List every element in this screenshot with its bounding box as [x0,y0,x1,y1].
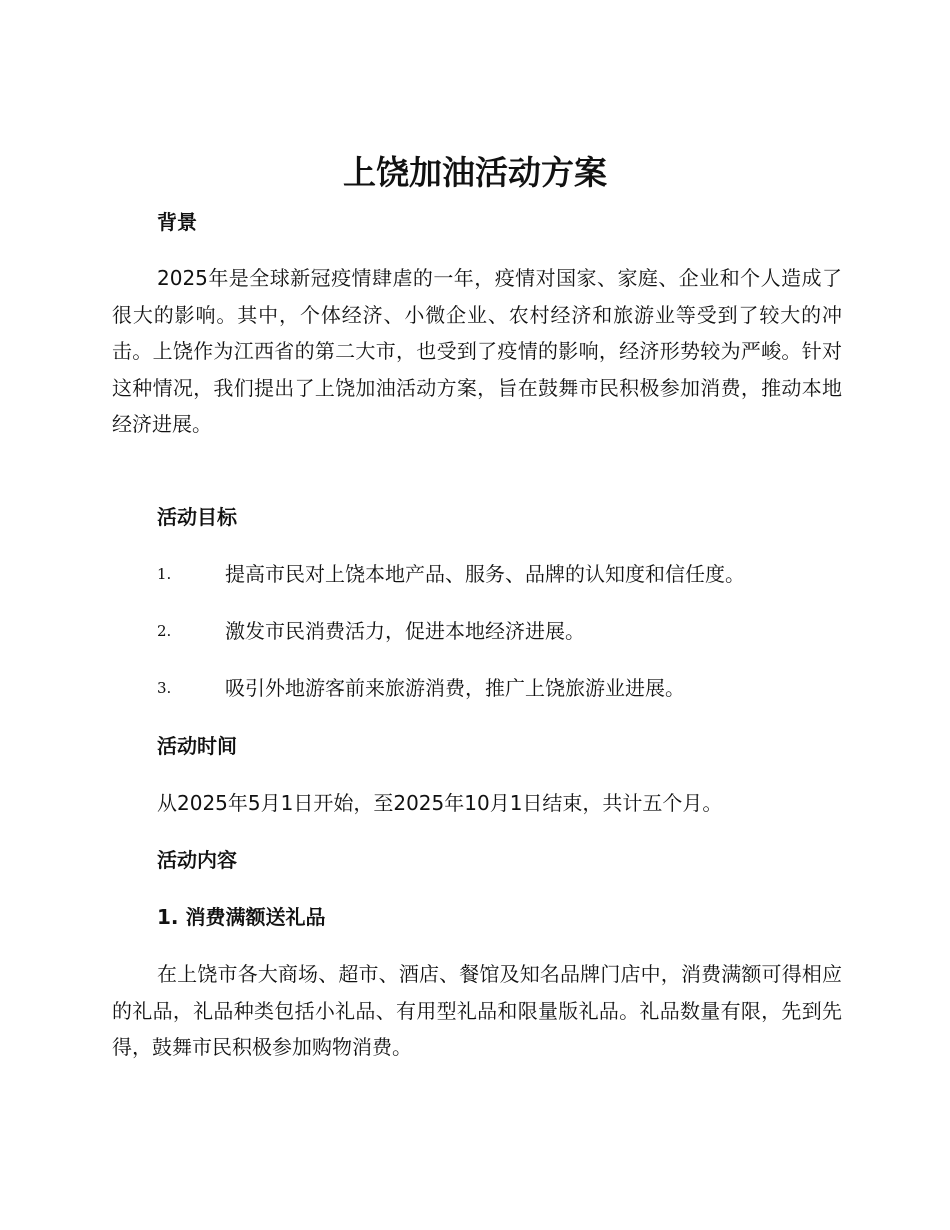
goal-item-1 [157,559,857,589]
goal-item-2 [157,616,857,646]
paragraph-background: 2025年是全球新冠疫情肆虐的一年，疫情对国家、家庭、企业和个人造成了很大的影响。其中，个体经济、小微企业、农村经济和旅游业等受到了较大的冲击。上饶作为江西省的第二大市，也受到了疫情的影响，经济形势较为严峻。针对这种情况，我们提出了上饶加油活动方案，旨在鼓舞市民积极参加消费，推动本地经济进展。 [112,266,842,436]
goal-item-number: 1. [157,565,172,583]
goal-item-text: 提高市民对上饶本地产品、服务、品牌的认知度和信任度。 [225,562,745,586]
paragraph-gifts: 在上饶市各大商场、超市、酒店、餐馆及知名品牌门店中，消费满额可得相应的礼品，礼品种类包括小礼品、有用型礼品和限量版礼品。礼品数量有限，先到先得，鼓舞市民积极参加购物消费。 [112,962,842,1059]
goal-item-text: 吸引外地游客前来旅游消费，推广上饶旅游业进展。 [225,676,685,700]
heading-background: 背景 [157,210,197,234]
heading-time: 活动时间 [157,734,237,758]
goal-item-number: 2. [157,622,172,640]
heading-content: 活动内容 [157,848,237,872]
goal-item-3 [157,673,857,703]
activity-time-text: 从2025年5月1日开始，至2025年10月1日结束，共计五个月。 [157,791,723,815]
goal-item-number: 3. [157,679,172,697]
subheading-gifts: 1. 消费满额送礼品 [157,905,326,929]
heading-goals: 活动目标 [157,505,237,529]
goal-item-text: 激发市民消费活力，促进本地经济进展。 [225,619,585,643]
document-title: 上饶加油活动方案 [343,153,607,192]
